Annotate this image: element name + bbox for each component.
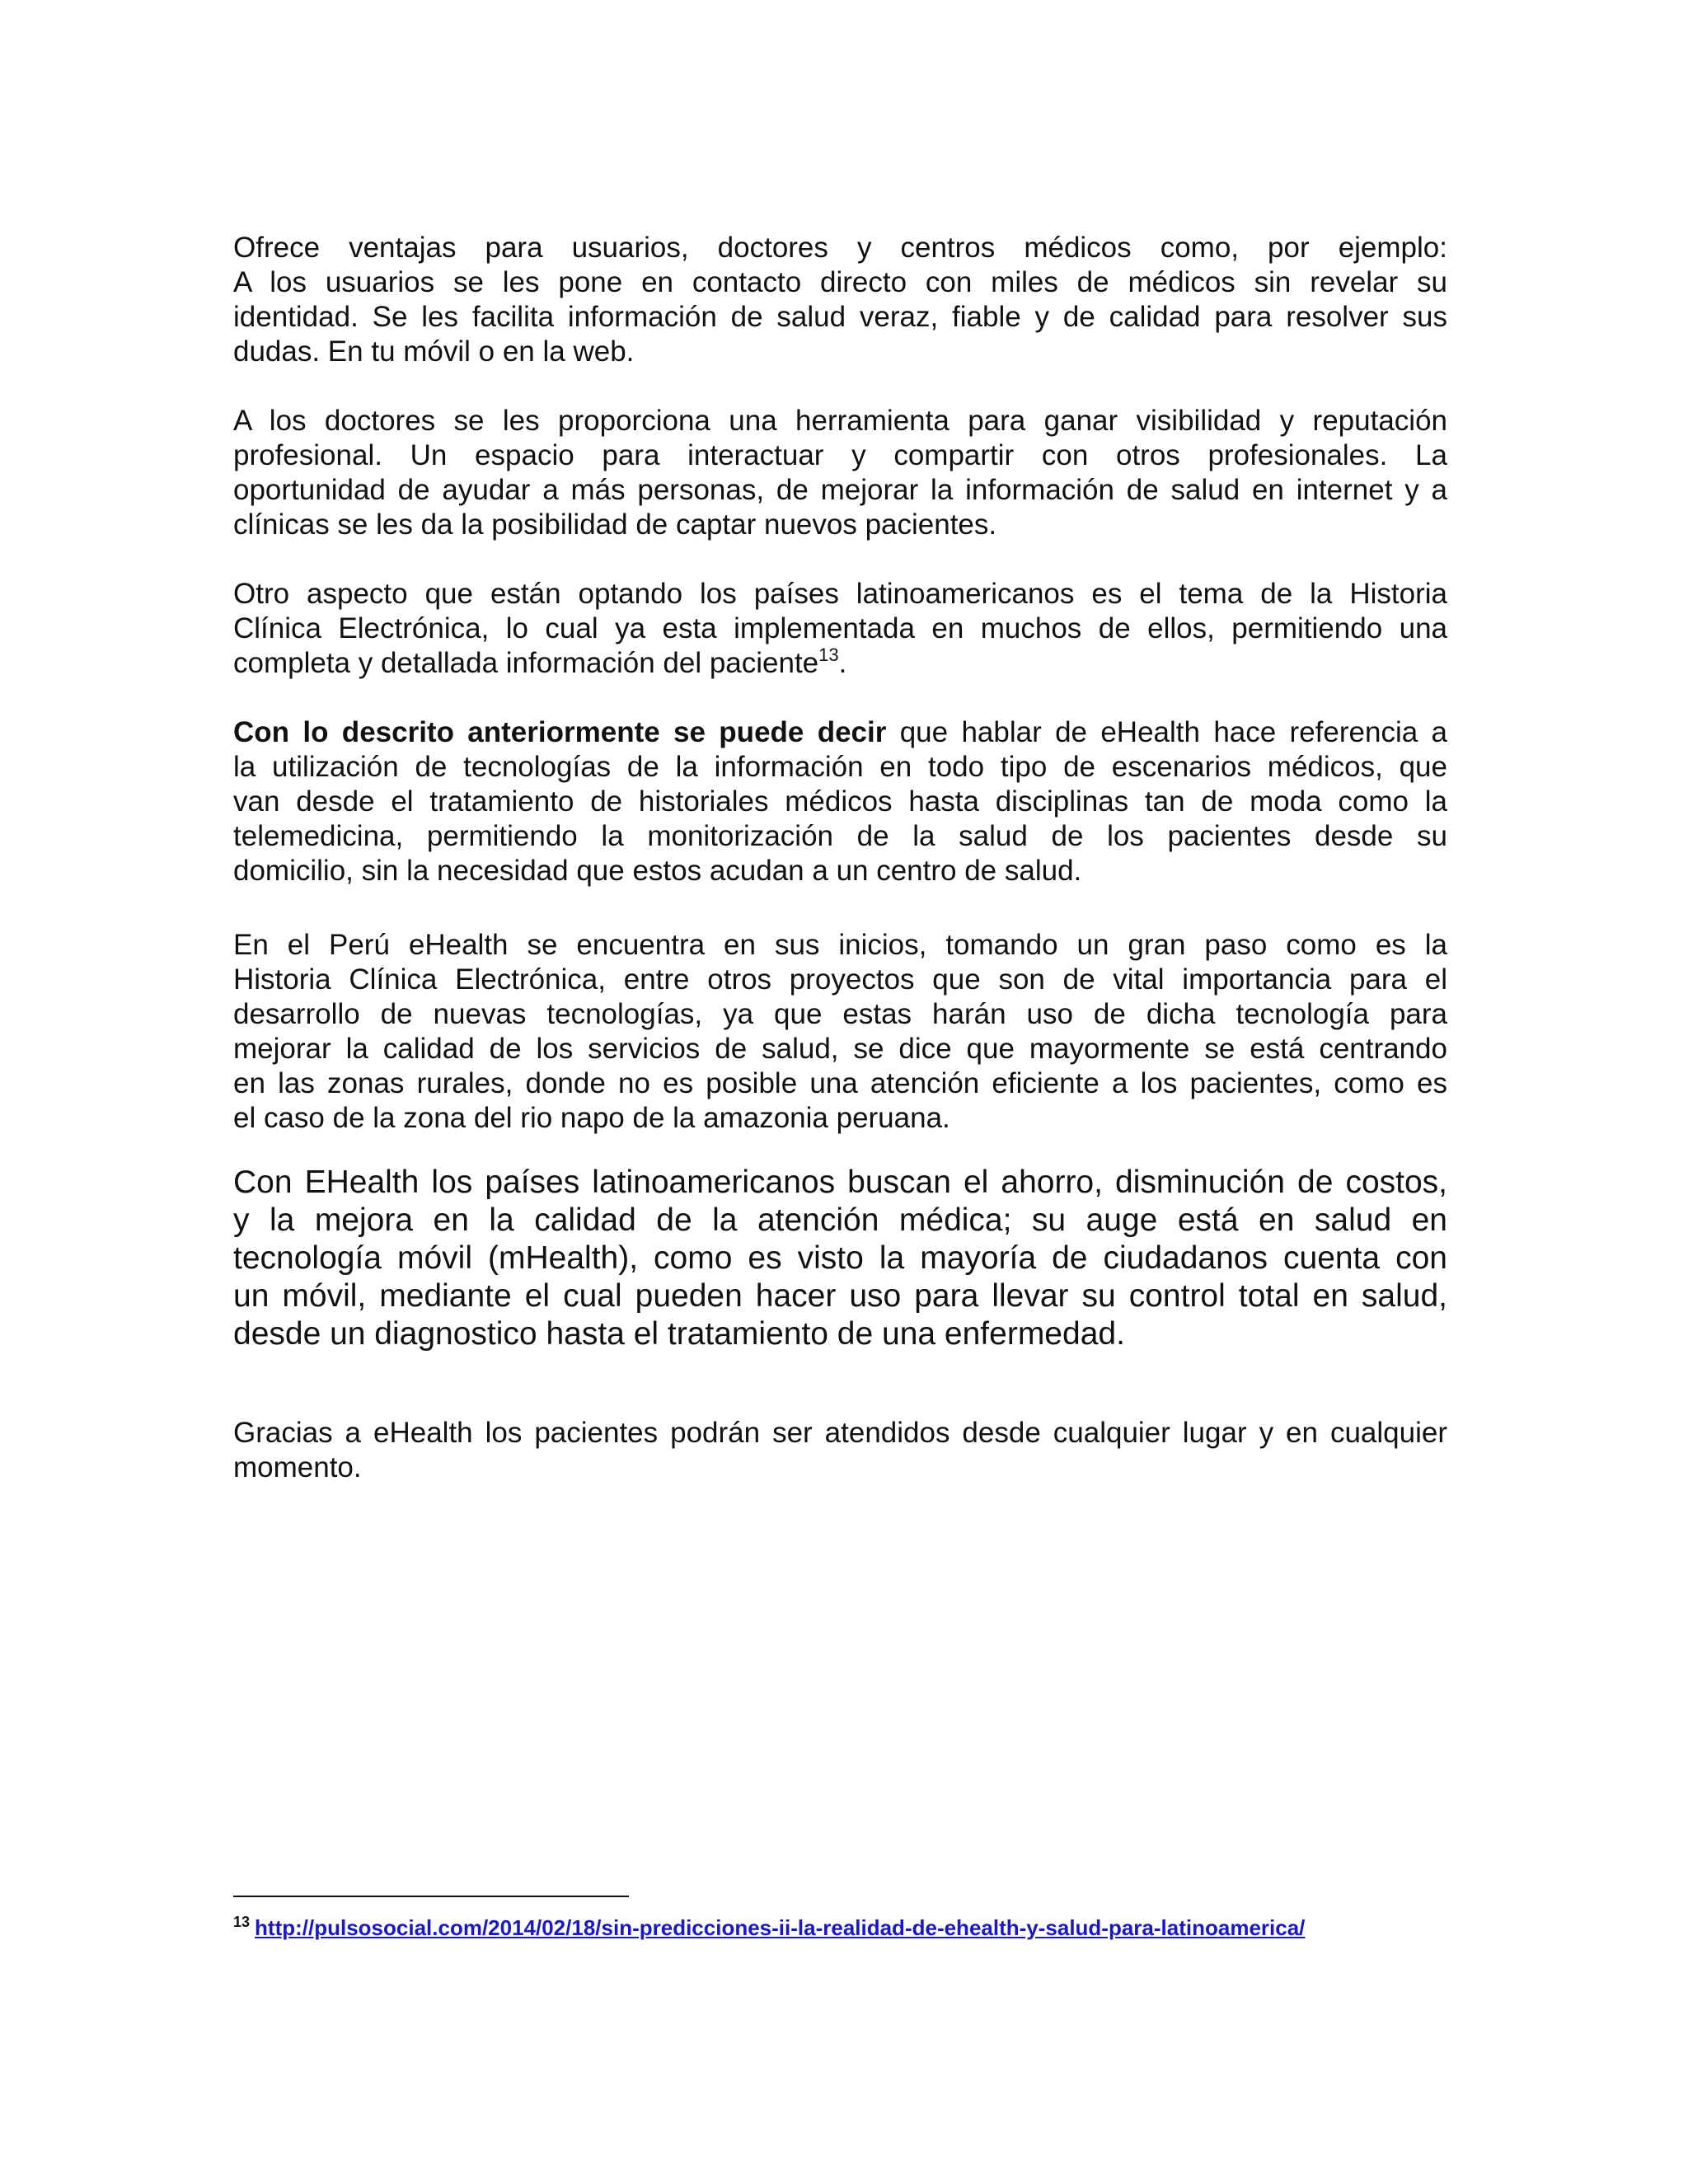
- text-line: dudas. En tu móvil o en la web.: [233, 335, 635, 368]
- text-line: clínicas se les da la posibilidad de captar nuevos pacientes.: [233, 509, 997, 541]
- text-line: identidad. Se les facilita información de salud veraz, fiable y de calidad para resolver sus: [233, 301, 1447, 333]
- text-line: desarrollo de nuevas tecnologías, ya que estas harán uso de dicha tecnología para: [233, 998, 1447, 1030]
- text-line: [233, 715, 1447, 750]
- text-line: el caso de la zona del rio napo de la amazonia peruana.: [233, 1102, 950, 1134]
- text-line: la utilización de tecnologías de la información en todo tipo de escenarios médicos, que: [233, 751, 1447, 783]
- text-line: Ofrece ventajas para usuarios, doctores y centros médicos como, por ejemplo:: [233, 232, 1447, 264]
- footnote-reference[interactable]: 13: [818, 644, 839, 665]
- text-fragment: completa y detallada información del paciente: [233, 647, 819, 679]
- paragraph-ventajas: [233, 231, 1447, 369]
- paragraph-doctores: [233, 404, 1447, 542]
- text-line: y la mejora en la calidad de la atención médica; su auge está en salud en: [233, 1202, 1447, 1238]
- text-line: desde un diagnostico hasta el tratamiento de una enfermedad.: [233, 1316, 1125, 1352]
- footnote-separator: [233, 1896, 629, 1897]
- text-line: profesional. Un espacio para interactuar y compartir con otros profesionales. La: [233, 439, 1447, 471]
- text-line: en las zonas rurales, donde no es posible una atención eficiente a los pacientes, como es: [233, 1067, 1447, 1099]
- text-line: [233, 646, 1447, 681]
- paragraph-gracias: [233, 1416, 1447, 1485]
- text-line: oportunidad de ayudar a más personas, de mejorar la información de salud en internet y a: [233, 474, 1447, 506]
- footnote-number: 13: [233, 1914, 251, 1930]
- paragraph-descrito: [233, 715, 1447, 888]
- text-fragment: .: [838, 647, 847, 679]
- text-line: tecnología móvil (mHealth), como es visto la mayoría de ciudadanos cuenta con: [233, 1240, 1447, 1276]
- text-line: Con EHealth los países latinoamericanos buscan el ahorro, disminución de costos,: [233, 1165, 1447, 1200]
- text-line: Clínica Electrónica, lo cual ya esta implementada en muchos de ellos, permitiendo una: [233, 612, 1447, 644]
- text-line: Gracias a eHealth los pacientes podrán ser atendidos desde cualquier lugar y en cualquier: [233, 1417, 1447, 1449]
- text-line: un móvil, mediante el cual pueden hacer uso para llevar su control total en salud,: [233, 1278, 1447, 1314]
- paragraph-mhealth: [233, 1164, 1447, 1353]
- footnote-link[interactable]: http://pulsosocial.com/2014/02/18/sin-predicciones-ii-la-realidad-de-ehealth-y-salud-para-latinoamerica/: [255, 1915, 1306, 1940]
- bold-lead-text: Con lo descrito anteriormente se puede decir: [233, 716, 887, 748]
- text-line: domicilio, sin la necesidad que estos acudan a un centro de salud.: [233, 855, 1082, 887]
- text-line: mejorar la calidad de los servicios de salud, se dice que mayormente se está centrando: [233, 1033, 1447, 1065]
- text-line: momento.: [233, 1451, 362, 1483]
- footnote: [233, 1909, 1305, 1941]
- paragraph-historia-clinica: [233, 577, 1447, 681]
- paragraph-peru: [233, 928, 1447, 1136]
- text-line: van desde el tratamiento de historiales médicos hasta disciplinas tan de moda como la: [233, 785, 1447, 818]
- text-line: telemedicina, permitiendo la monitorización de la salud de los pacientes desde su: [233, 820, 1447, 852]
- text-line: Otro aspecto que están optando los países latinoamericanos es el tema de la Historia: [233, 578, 1447, 610]
- text-fragment: que hablar de eHealth hace referencia a: [886, 716, 1447, 748]
- text-line: En el Perú eHealth se encuentra en sus inicios, tomando un gran paso como es la: [233, 929, 1447, 961]
- text-line: A los usuarios se les pone en contacto directo con miles de médicos sin revelar su: [233, 266, 1447, 298]
- text-line: Historia Clínica Electrónica, entre otros proyectos que son de vital importancia para el: [233, 963, 1447, 996]
- text-line: A los doctores se les proporciona una herramienta para ganar visibilidad y reputación: [233, 405, 1447, 437]
